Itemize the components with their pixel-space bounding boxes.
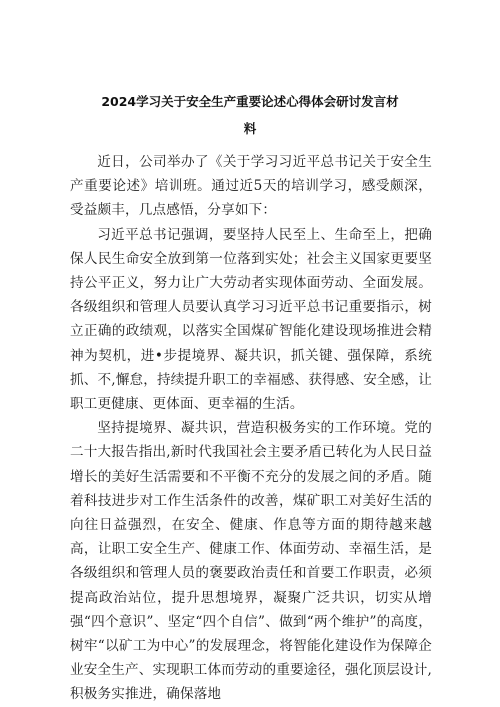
paragraph-instruction: 习近平总书记强调，要坚持人民至上、生命至上，把确保人民生命安全放到第一位落到实处；社会主义国家更要坚持公平正义，努力让广大劳动者实现体面劳动、全面发展。各级组织和管理人员要认真学习习近平总书记重要指示，树立正确的政绩观，以落实全国煤矿智能化建设现场推进会精神为契机，进•步提境界、凝共识，抓关键、强保障，系统抓、不,懈怠，持续提升职工的幸福感、获得感、安全感，让职工更健康、更体面、更幸福的生活。: [70, 226, 432, 413]
title-line-2: 料: [243, 121, 257, 136]
title-line-1: 2024学习关于安全生产重要论述心得体会研讨发言材: [101, 94, 399, 109]
document-title: [60, 88, 440, 142]
paragraph-intro: 近日，公司举办了《关于学习习近平总书记关于安全生产重要论述》培训班。通过近5天的培训学习，感受颇深，受益颇丰，几点感悟，分享如下：: [70, 154, 432, 219]
paragraph-environment: 坚持提境界、凝共识，营造积极务实的工作环境。党的二十大报告指出,新时代我国社会主要矛盾已转化为人民日益增长的美好生活需要和不平衡不充分的发展之间的矛盾。随着科技进步对工作生活条件的改善，煤矿职工对美好生活的向往日益强烈，在安全、健康、作息等方面的期待越来越高，让职工安全生产、健康工作、体面劳动、幸福生活，是各级组织和管理人员的褒要政治责任和首要工作职责，必须提高政治站位，提升思想境界，凝聚广泛共识，切实从增强“四个意识”、坚定“四个自信”、做到“两个维护”的高度，树牢“以矿工为中心”的发展理念，将智能化建设作为保障企业安全生产、实现职工体而劳动的重要途径，强化顶层设计,积极务实推进，确保落地: [70, 420, 432, 703]
document-body: [70, 150, 432, 707]
